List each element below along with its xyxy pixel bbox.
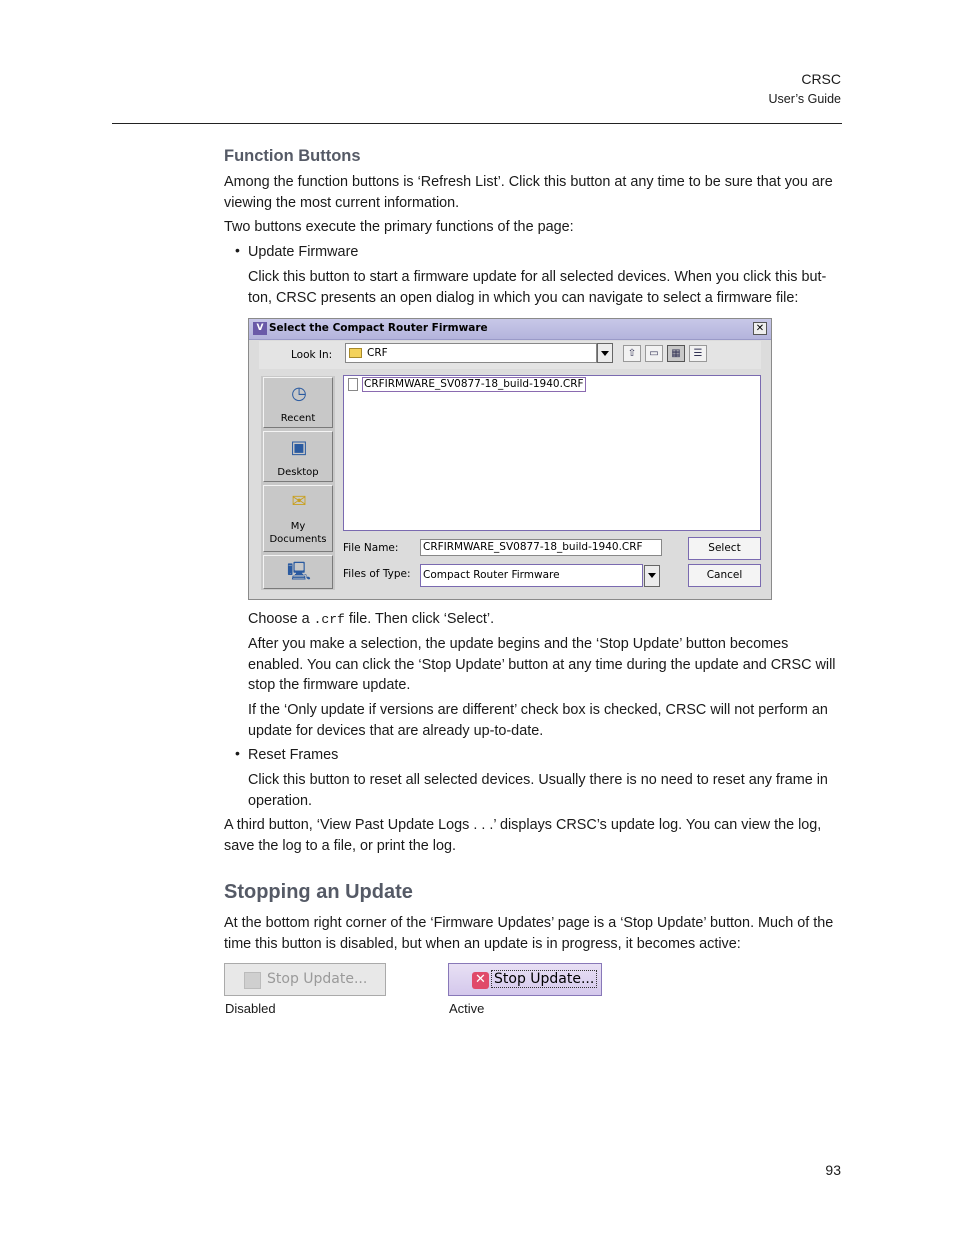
choose-suffix: file. Then click ‘Select’. — [344, 611, 495, 627]
running-header-subtitle: User’s Guide — [768, 92, 841, 106]
up-one-level-icon[interactable]: ⇧ — [623, 345, 641, 362]
close-icon[interactable]: ✕ — [753, 322, 767, 335]
files-of-type-select[interactable]: Compact Router Firmware — [420, 564, 643, 587]
computer-icon: 🖳 — [287, 561, 312, 582]
caption-active: Active — [449, 1001, 485, 1016]
bullet-label-reset-frames: Reset Frames — [248, 747, 339, 763]
bullet-marker: • — [235, 745, 240, 761]
section-heading-function-buttons: Function Buttons — [224, 147, 361, 165]
running-header-title: CRSC — [801, 71, 841, 87]
paragraph-choose-crf — [248, 609, 844, 631]
stop-update-button-active[interactable] — [448, 963, 602, 996]
look-in-label: Look In: — [291, 349, 333, 361]
stop-update-button-disabled — [224, 963, 386, 996]
my-documents-icon: ✉ — [291, 491, 307, 512]
stop-update-label: Stop Update... — [267, 971, 368, 987]
recent-icon: ◷ — [291, 383, 307, 404]
dialog-title: Select the Compact Router Firmware — [269, 322, 488, 334]
list-view-icon[interactable]: ▦ — [667, 345, 685, 362]
caption-disabled: Disabled — [225, 1001, 276, 1016]
cancel-button[interactable]: Cancel — [688, 564, 761, 587]
paragraph-third-button: A third button, ‘View Past Update Logs . . .’ displays CRSC’s update log. You can view the log, save the log to a file, or print the log. — [224, 817, 822, 854]
place-computer[interactable] — [263, 555, 333, 589]
details-view-icon[interactable]: ☰ — [689, 345, 707, 362]
section-heading-stopping-update: Stopping an Update — [224, 881, 413, 903]
file-name-label: File Name: — [343, 542, 399, 554]
dialog-title-bar — [249, 319, 771, 340]
files-of-type-label: Files of Type: — [343, 568, 411, 580]
stop-update-label: Stop Update... — [491, 970, 597, 988]
place-desktop[interactable] — [263, 431, 333, 482]
file-list[interactable] — [343, 375, 761, 531]
places-bar — [261, 376, 335, 590]
firmware-open-dialog — [248, 318, 772, 600]
app-logo-icon: V — [253, 322, 267, 335]
look-in-dropdown-button[interactable] — [597, 343, 613, 363]
stop-icon: ✕ — [472, 972, 489, 989]
place-recent[interactable] — [263, 377, 333, 428]
place-label: Recent — [280, 413, 316, 424]
place-label: My Documents — [269, 521, 327, 545]
code-crf: .crf — [313, 612, 345, 627]
bullet-marker: • — [235, 242, 240, 258]
file-item-name: CRFIRMWARE_SV0877-18_build-1940.CRF — [364, 378, 584, 390]
paragraph-reset-frames: Click this button to reset all selected devices. Usually there is no need to reset any frame in operation. — [248, 772, 828, 809]
paragraph-two-buttons: Two buttons execute the primary functions of the page: — [224, 219, 574, 235]
look-in-value: CRF — [367, 347, 388, 359]
file-name-field[interactable]: CRFIRMWARE_SV0877-18_build-1940.CRF — [420, 539, 662, 556]
select-button[interactable]: Select — [688, 537, 761, 560]
new-folder-icon[interactable]: ▭ — [645, 345, 663, 362]
choose-prefix: Choose a — [248, 611, 314, 627]
file-icon — [348, 378, 358, 391]
page-number: 93 — [825, 1162, 841, 1178]
paragraph-after-selection: After you make a selection, the update begins and the ‘Stop Update’ button becomes enabled. You can click the ‘Stop Update’ button at any time during the update and CRSC will stop the firmware update. — [248, 636, 836, 693]
bullet-label-update-firmware: Update Firmware — [248, 244, 359, 260]
paragraph-only-update: If the ‘Only update if versions are different’ check box is checked, CRSC will not perform an update for devices that are already up-to-date. — [248, 702, 828, 739]
paragraph-stop-update: At the bottom right corner of the ‘Firmware Updates’ page is a ‘Stop Update’ button. Much of the time this button is disabled, but when an update is in progress, it becomes active: — [224, 915, 834, 952]
stop-icon — [244, 972, 261, 989]
place-my-documents[interactable] — [263, 485, 333, 552]
folder-icon — [349, 348, 362, 358]
desktop-icon: ▣ — [290, 437, 308, 458]
look-in-select[interactable] — [345, 343, 597, 363]
paragraph-refresh-list: Among the function buttons is ‘Refresh List’. Click this button at any time to be sure that you are viewing the most current information. — [224, 174, 833, 211]
files-of-type-dropdown-button[interactable] — [644, 565, 660, 587]
paragraph-update-firmware: Click this button to start a firmware update for all selected devices. When you click this but-ton, CRSC presents an open dialog in which you can navigate to select a firmware file: — [248, 269, 827, 306]
header-rule — [112, 123, 842, 124]
place-label: Desktop — [277, 467, 319, 478]
